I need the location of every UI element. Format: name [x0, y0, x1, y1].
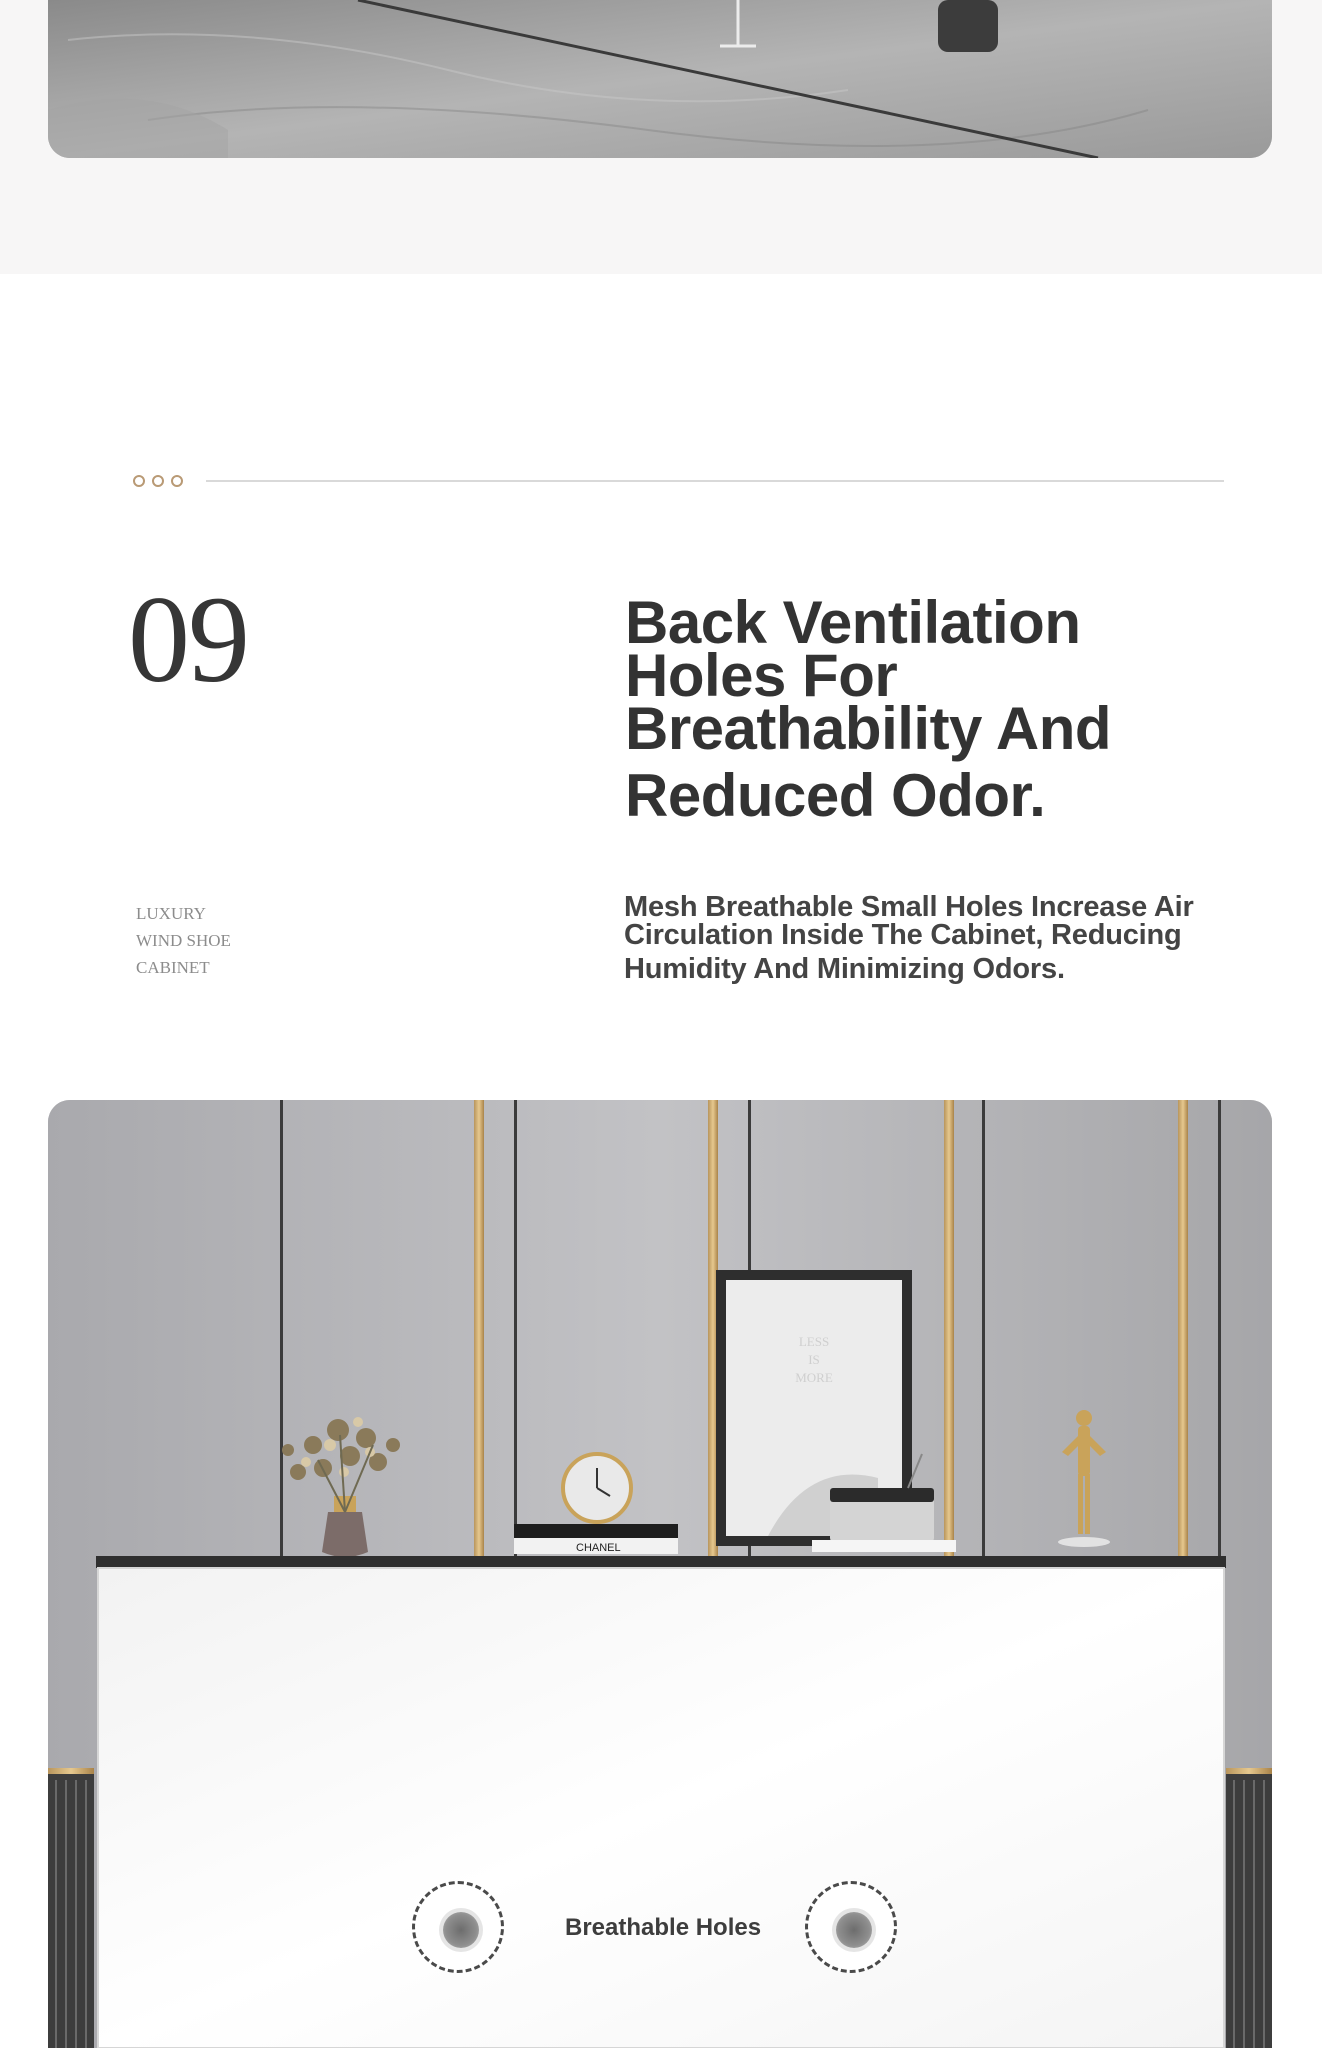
svg-text:IS: IS [808, 1352, 820, 1367]
side-label-line-3: CABINET [136, 958, 210, 977]
dot-icon [171, 475, 183, 487]
description-line-3: Humidity And Minimizing Odors. [624, 953, 1065, 985]
dot-icon [133, 475, 145, 487]
side-label [136, 900, 231, 981]
side-label-line-1: LUXURY [136, 904, 206, 923]
headline-line-4: Reduced Odor. [625, 762, 1046, 829]
shoe-cabinet-photo [48, 1100, 1272, 2048]
description-line-1: Mesh Breathable Small Holes Increase Air [624, 891, 1194, 923]
top-product-photo [48, 0, 1272, 158]
divider-line [206, 480, 1224, 482]
headline-line-1: Back Ventilation [625, 589, 1081, 656]
svg-text:MORE: MORE [795, 1370, 833, 1385]
section-headline [625, 589, 1265, 829]
decorative-dots [133, 475, 183, 487]
section-description [624, 893, 1264, 983]
top-photo-art [48, 0, 1272, 158]
svg-text:LESS: LESS [798, 1334, 830, 1349]
top-section-band [0, 0, 1322, 274]
headline-line-3: Breathability And [625, 695, 1112, 762]
description-line-2: Circulation Inside The Cabinet, Reducing [624, 919, 1182, 951]
dot-icon [152, 475, 164, 487]
headline-line-2: Holes For [625, 642, 898, 709]
breathable-holes-caption: Breathable Holes [565, 1914, 762, 1941]
ventilation-hole-icon [412, 1881, 504, 1973]
desk-clock [563, 1454, 631, 1522]
side-label-line-2: WIND SHOE [136, 931, 231, 950]
section-number: 09 [128, 571, 248, 708]
ventilation-hole-icon [805, 1881, 897, 1973]
shoe-cabinet-art [48, 1100, 1272, 2048]
svg-text:CHANEL: CHANEL [576, 1542, 621, 1554]
